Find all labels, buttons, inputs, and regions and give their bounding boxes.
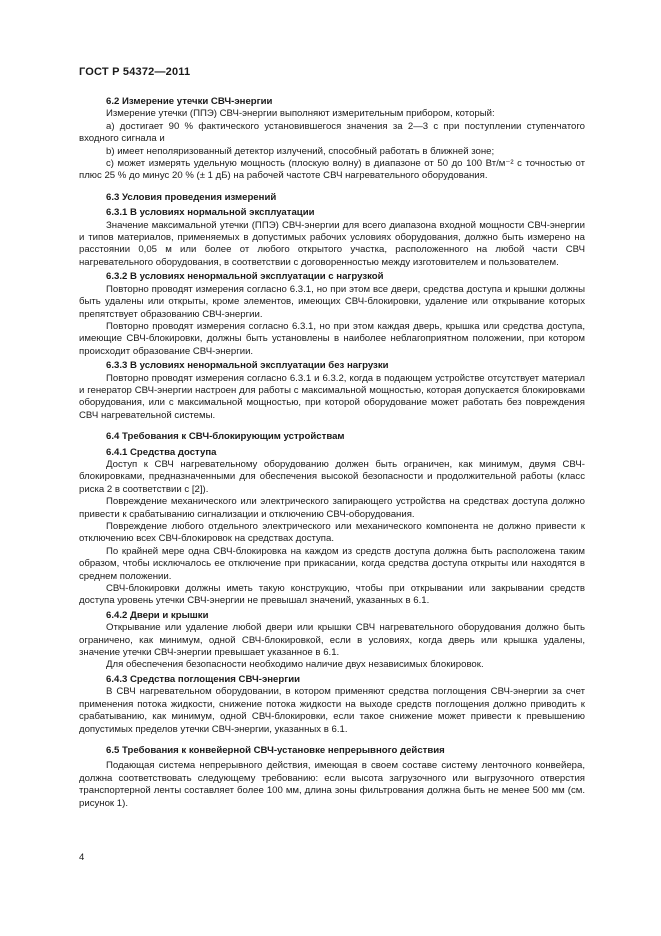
paragraph: Доступ к СВЧ нагревательному оборудованию должен быть ограничен, как минимум, двумя СВЧ-блокировками, предназначенными для обеспечения высокой безопасности и продолжительной работы (класс риска 2 в соответствии с [2]). bbox=[79, 458, 585, 495]
paragraph: Повторно проводят измерения согласно 6.3.1 и 6.3.2, когда в подающем устройстве отсутствует материал и генератор СВЧ-энергии настроен для работы с максимальной мощностью, которая допускается блокировками оборудования, или с максимальной мощностью, при которой оборудование может работать без повреждения СВЧ нагревательной системы. bbox=[79, 372, 585, 421]
paragraph: Подающая система непрерывного действия, имеющая в своем составе систему ленточного конвейера, должна соответствовать следующему требованию: если высота загрузочного или выгрузочного отверстия транспортерной ленты составляет более 100 мм, длина зоны фильтрования должна быть не менее 500 мм (см. рисунок 1). bbox=[79, 760, 585, 809]
list-item-b: b) имеет неполяризованный детектор излучений, способный работать в ближней зоне; bbox=[106, 145, 495, 157]
document-header: ГОСТ Р 54372—2011 bbox=[79, 66, 191, 78]
paragraph: Повреждение механического или электрического запирающего устройства на средствах доступа должно привести к срабатыванию сигнализации и отключению СВЧ-оборудования. bbox=[79, 496, 585, 520]
section-6-4-heading: 6.4 Требования к СВЧ-блокирующим устройствам bbox=[106, 431, 345, 443]
paragraph: Измерение утечки (ППЭ) СВЧ-энергии выполняют измерительным прибором, который: bbox=[106, 108, 495, 120]
section-6-4-3-heading: 6.4.3 Средства поглощения СВЧ-энергии bbox=[106, 673, 301, 685]
document-body bbox=[79, 96, 585, 810]
paragraph: Повторно проводят измерения согласно 6.3.1, но при этом все двери, средства доступа и крышки должны быть удалены или открыты, кроме элементов, имеющих СВЧ-блокировки, удаление или открывание которых препятствует образованию СВЧ-энергии. bbox=[79, 283, 585, 320]
section-6-5-heading: 6.5 Требования к конвейерной СВЧ-установке непрерывного действия bbox=[106, 744, 445, 756]
paragraph: Открывание или удаление любой двери или крышки СВЧ нагревательного оборудования должно быть ограничено, как минимум, одной СВЧ-блокировкой, если в условиях, когда дверь или крышка удалены, значение утечки СВЧ-энергии превышает указанное в 6.1. bbox=[79, 622, 585, 659]
paragraph: В СВЧ нагревательном оборудовании, в котором применяют средства поглощения СВЧ-энергии за счет применения потока жидкости, снижение потока жидкости на выходе средств поглощения должно приводить к срабатыванию, как минимум, одной СВЧ-блокировки, если такое снижение может привести к превышению допустимых пределов утечки СВЧ-энергии, указанных в 6.1. bbox=[79, 686, 585, 735]
list-item-c: c) может измерять удельную мощность (плоскую волну) в диапазоне от 50 до 100 Вт/м⁻² с точностью от плюс 25 % до минус 20 % (± 1 дБ) на рабочей частоте СВЧ нагревательного оборудования. bbox=[79, 158, 585, 182]
section-6-3-heading: 6.3 Условия проведения измерений bbox=[106, 191, 277, 203]
list-item-a: a) достигает 90 % фактического установившегося значения за 2—3 с при поступлении ступенчатого входного сигнала и bbox=[79, 120, 585, 145]
section-6-3-2-heading: 6.3.2 В условиях ненормальной эксплуатации с нагрузкой bbox=[106, 271, 384, 283]
paragraph: Для обеспечения безопасности необходимо наличие двух независимых блокировок. bbox=[106, 659, 484, 671]
paragraph: СВЧ-блокировки должны иметь такую конструкцию, чтобы при открывании или закрывании средств доступа уровень утечки СВЧ-энергии не превышал значений, указанных в 6.1. bbox=[79, 583, 585, 607]
section-6-3-1-heading: 6.3.1 В условиях нормальной эксплуатации bbox=[106, 207, 315, 219]
paragraph: Повреждение любого отдельного электрического или механического компонента не должно привести к отключению всех СВЧ-блокировок на средствах доступа. bbox=[79, 521, 585, 545]
page-number: 4 bbox=[79, 852, 85, 863]
paragraph: Значение максимальной утечки (ППЭ) СВЧ-энергии для всего диапазона входной мощности СВЧ-энергии и типов материалов, применяемых в допустимых рабочих условиях оборудования, должно быть измерено на расстоянии 0,05 м или более от любого открытого участка, расположенного на любой части СВЧ нагревательного оборудования, в соответствии с договоренностью между изготовителем и пользователем. bbox=[79, 219, 585, 268]
section-6-4-1-heading: 6.4.1 Средства доступа bbox=[106, 446, 217, 458]
paragraph: Повторно проводят измерения согласно 6.3.1, но при этом каждая дверь, крышка или средства доступа, имеющие СВЧ-блокировки, должны быть установлены в наиболее неблагоприятном положении, при котором происходит образование СВЧ-энергии. bbox=[79, 320, 585, 357]
section-6-2-heading: 6.2 Измерение утечки СВЧ-энергии bbox=[106, 96, 273, 107]
paragraph: По крайней мере одна СВЧ-блокировка на каждом из средств доступа должна быть расположена таким образом, чтобы исключалось ее отключение при прикасании, когда средства доступа открыты или находятся в среднем положении. bbox=[79, 545, 585, 582]
section-6-3-3-heading: 6.3.3 В условиях ненормальной эксплуатации без нагрузки bbox=[106, 360, 389, 372]
section-6-4-2-heading: 6.4.2 Двери и крышки bbox=[106, 609, 209, 621]
